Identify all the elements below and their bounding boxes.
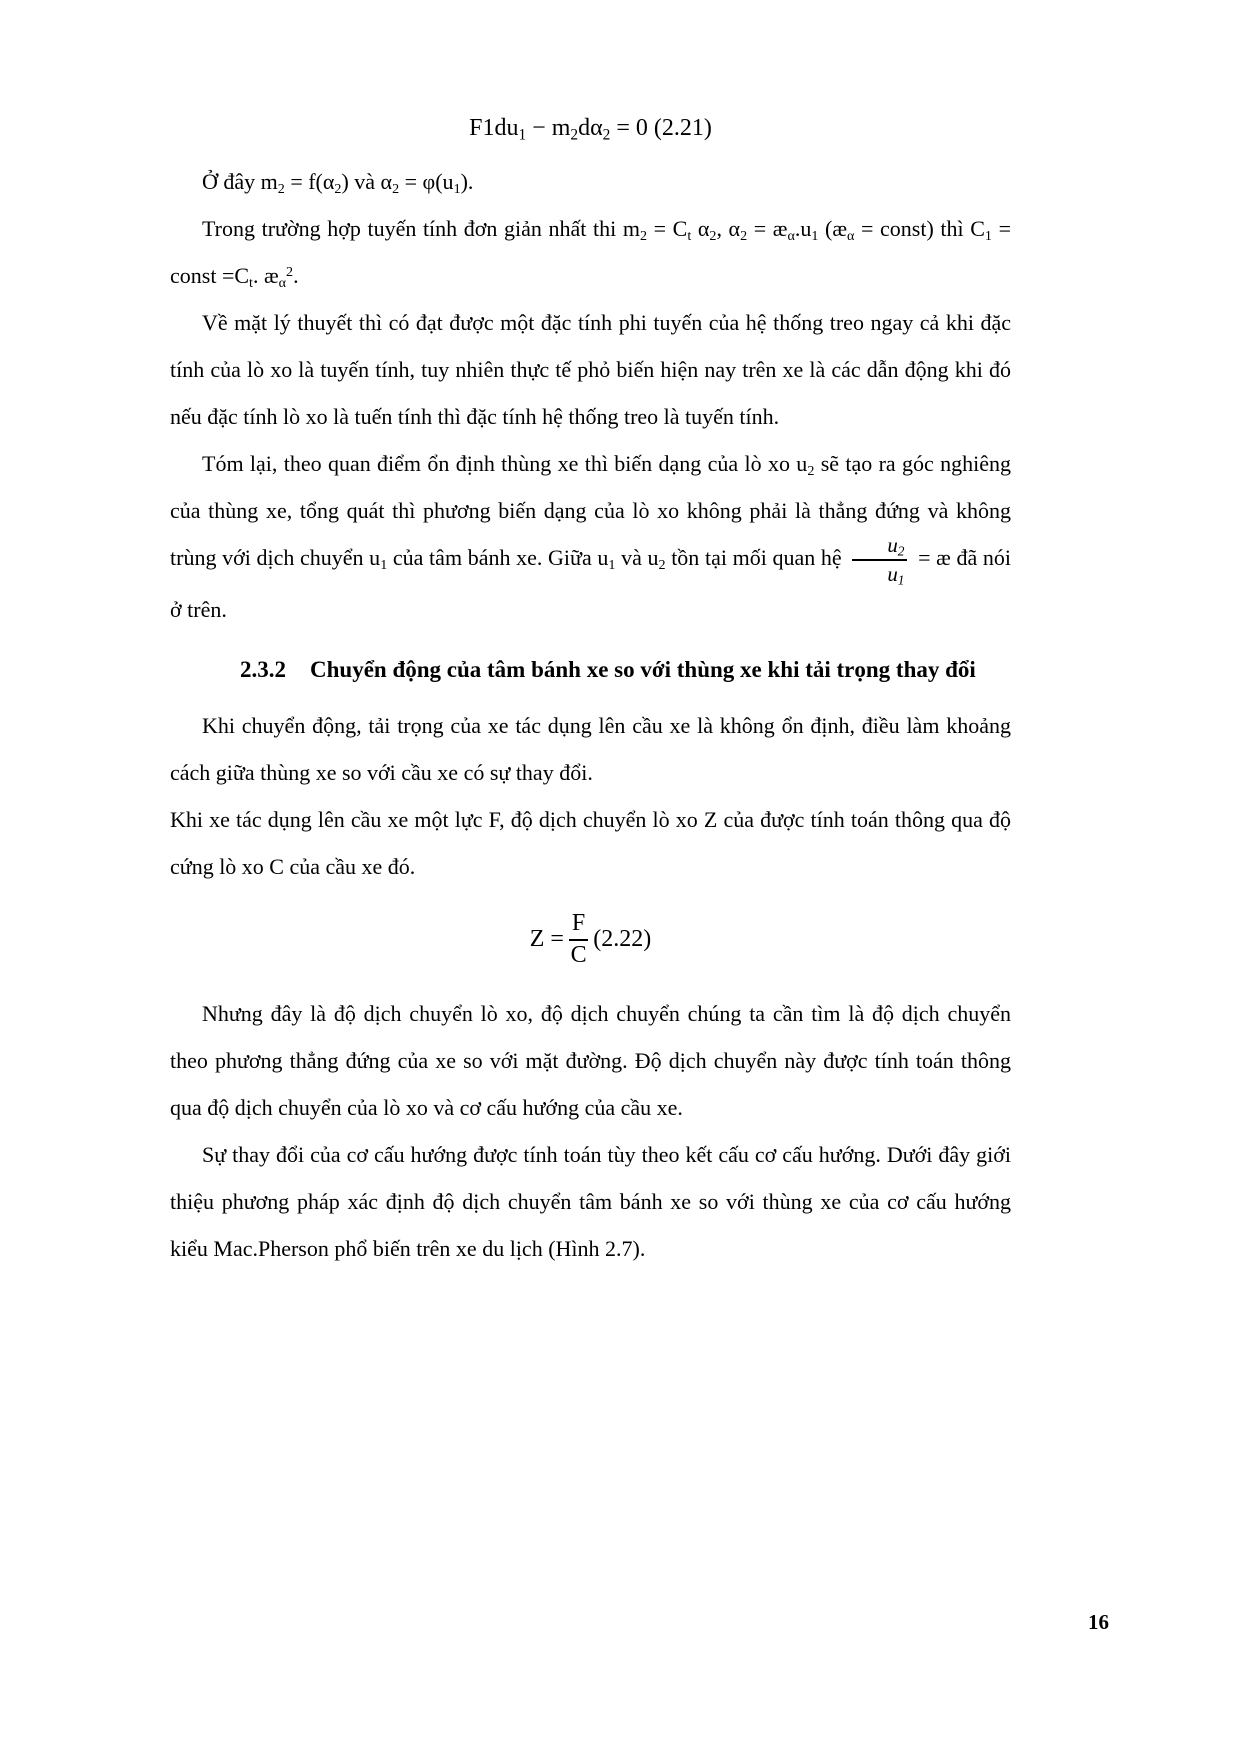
paragraph-khi-xe-tac-dung: Khi xe tác dụng lên cầu xe một lực F, độ dịch chuyển lò xo Z của được tính toán thông qua độ cứng lò xo C của cầu xe đó. [170,806,1011,879]
document-page [170,102,1011,1272]
paragraph-nhung-day: Nhưng đây là độ dịch chuyển lò xo, độ dịch chuyển chúng ta cần tìm là độ dịch chuyển theo phương thẳng đứng của xe so với mặt đường. Độ dịch chuyển này được tính toán thông qua độ dịch chuyển của lò xo và cơ cấu hướng của cầu xe. [170,1000,1011,1120]
paragraph-tom-lai: Tóm lại, theo quan điểm ổn định thùng xe thì biến dạng của lò xo $u_2$ sẽ tạo ra góc nghiêng của thùng xe, tổng quát thì phương biến dạng của lò xo không phải là thẳng đứng và không trùng với dịch chuyển $u_1$ của tâm bánh xe. Giữa $u_1$ và $u_2$ tồn tại mối quan hệ $\frac{u_2}{u_1}$ = æ đã nói ở trên. [170,451,1012,622]
section-title: Chuyển động của tâm bánh xe so với thùng xe khi tải trọng thay đổi [310,656,976,682]
section-number: 2.3.2 [240,656,286,682]
paragraph-o-day: Ở đây $m_2 = f(\alpha_2)$ và $\alpha_2 = \varphi(u_1)$. [202,169,474,197]
equation-2-21: $F1du_1 - m_2d\alpha_2 = 0$ (2.21) [469,115,712,144]
paragraph-trong-truong-hop: Trong trường hợp tuyến tính đơn giản nhất thi $m_2 = C_t$ $\alpha_2$, $\alpha_2$ = $æ_\alpha.u_1$ ($æ_\alpha$ = const) thì $C_1$ = const $=C_t$. $æ_\alpha^2$. [170,216,1011,291]
paragraph-ve-mat-ly-thuyet: Về mặt lý thuyết thì có đạt được một đặc tính phi tuyến của hệ thống treo ngay cả khi đặc tính của lò xo là tuyến tính, tuy nhiên thực tế phỏ biến hiện nay trên xe là các dẫn động khi đó nếu đặc tính lò xo là tuến tính thì đặc tính hệ thống treo là tuyến tính. [170,310,1011,429]
paragraph-su-thay-doi: Sự thay đổi của cơ cấu hướng được tính toán tùy theo kết cấu cơ cấu hướng. Dưới đây giới thiệu phương pháp xác định độ dịch chuyển tâm bánh xe so với thùng xe của cơ cấu hướng kiểu Mac.Pherson phổ biến trên xe du lịch (Hình 2.7). [170,1141,1011,1261]
section-heading-2-3-2 [240,643,1011,696]
equation-2-22: Z = $\frac{F}{C}$ (2.22) [529,909,652,968]
page-number: 16 [1088,1610,1109,1634]
paragraph-khi-chuyen-dong: Khi chuyển động, tải trọng của xe tác dụng lên cầu xe là không ổn định, điều làm khoảng cách giữa thùng xe so với cầu xe có sự thay đổi. [170,712,1011,785]
